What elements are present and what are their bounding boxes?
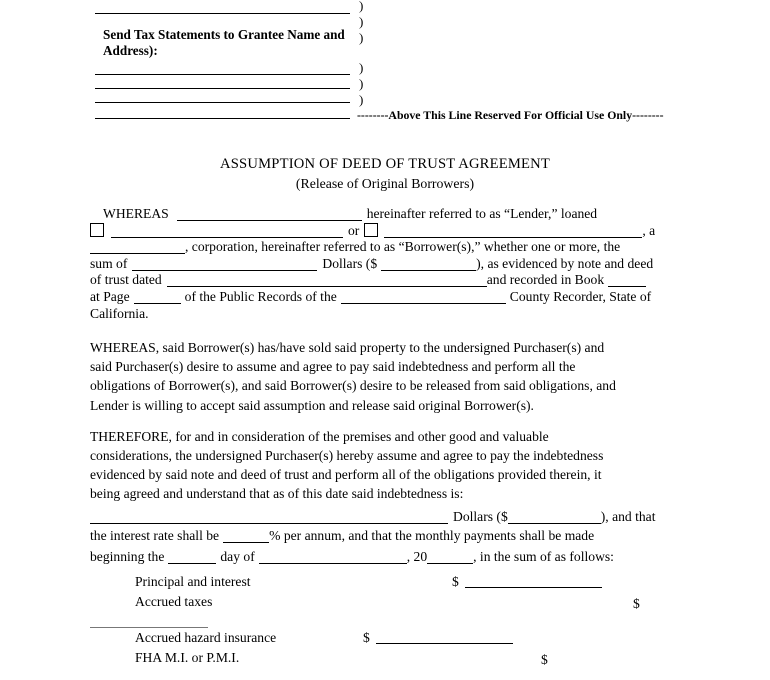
accrued-hazard-insurance-label: Accrued hazard insurance	[135, 630, 277, 645]
blank-interest-rate[interactable]	[223, 530, 269, 543]
sum-follows-text: , in the sum of as follows:	[473, 549, 614, 564]
blank-sum-words[interactable]	[132, 258, 317, 271]
paragraph3-line3: evidenced by said note and deed of trust and perform all of the obligations provided therein, it	[90, 467, 602, 482]
accrued-taxes-label: Accrued taxes	[135, 594, 213, 609]
public-records-text: of the Public Records of the	[184, 288, 337, 304]
document-title-block	[0, 156, 770, 192]
blank-sum-numeric[interactable]	[381, 258, 476, 271]
case-paren: )	[359, 76, 364, 91]
paragraph-whereas-sale	[90, 338, 690, 415]
paragraph2-line1: WHEREAS, said Borrower(s) has/have sold said property to the undersigned Purchaser(s) and	[90, 340, 605, 355]
case-paren: )	[359, 30, 364, 45]
send-tax-statements-label	[103, 27, 363, 59]
blank-lender-name[interactable]	[177, 208, 362, 221]
dollars-text: Dollars ($	[322, 255, 378, 271]
dollar-sign: $	[363, 630, 370, 645]
whereas-word: WHEREAS	[103, 206, 169, 221]
california-text: California.	[90, 305, 149, 321]
blank-book-number[interactable]	[608, 274, 646, 287]
send-tax-statements-line2: Address):	[103, 43, 158, 58]
blank-hazard-amount[interactable]	[376, 631, 513, 644]
borrower-checkbox-2[interactable]	[364, 223, 378, 237]
blank-grantee-address-2[interactable]	[95, 77, 350, 89]
blank-corporation-state[interactable]	[90, 241, 185, 254]
comma-a-text: , a	[642, 222, 656, 238]
case-paren: )	[359, 60, 364, 75]
blank-trust-date[interactable]	[167, 274, 487, 287]
blank-year[interactable]	[427, 551, 473, 564]
case-paren: )	[359, 0, 364, 13]
paragraph3-line1: THEREFORE, for and in consideration of the premises and other good and valuable	[90, 429, 549, 444]
dollar-sign: $	[541, 652, 548, 667]
send-tax-statements-line1: Send Tax Statements to Grantee Name and	[103, 27, 345, 42]
blank-day[interactable]	[168, 551, 216, 564]
interest-rate-text: the interest rate shall be	[90, 528, 220, 543]
or-text: or	[348, 222, 360, 238]
blank-page-number[interactable]	[134, 291, 181, 304]
beginning-the-text: beginning the	[90, 549, 165, 564]
trust-dated-text: of trust dated	[90, 272, 162, 288]
paragraph2-line3: obligations of Borrower(s), and said Borrower(s) desire to be released from said obligations, and	[90, 378, 616, 394]
paragraph-whereas-loan	[90, 206, 690, 322]
blank-borrower-name-2[interactable]	[384, 225, 642, 238]
case-paren: )	[359, 92, 364, 107]
blank-indebtedness-numeric[interactable]	[508, 511, 601, 524]
recorded-book-text: and recorded in Book	[486, 272, 605, 288]
blank-borrower-name-1[interactable]	[111, 225, 343, 238]
dollar-sign: $	[633, 596, 640, 611]
evidenced-clause-text: ), as evidenced by note and deed	[476, 255, 654, 271]
blank-grantee-address-4[interactable]	[95, 107, 350, 119]
paragraph3-line2: considerations, the undersigned Purchaser(s) hereby assume and agree to pay the indebtedness	[90, 448, 604, 463]
borrower-checkbox-1[interactable]	[90, 223, 104, 237]
blank-county-name[interactable]	[341, 291, 506, 304]
dollar-sign: $	[452, 574, 459, 589]
blank-grantee-name[interactable]	[95, 2, 350, 14]
at-page-text: at Page	[90, 288, 130, 304]
document-title: ASSUMPTION OF DEED OF TRUST AGREEMENT	[220, 156, 550, 172]
day-of-text: day of	[220, 549, 255, 564]
fha-pmi-label: FHA M.I. or P.M.I.	[135, 650, 240, 665]
paragraph2-line4: Lender is willing to accept said assumption and release said original Borrower(s).	[90, 397, 534, 413]
county-recorder-text: County Recorder, State of	[509, 288, 652, 304]
blank-grantee-address-1[interactable]	[95, 63, 350, 75]
case-paren: )	[359, 14, 364, 29]
blank-grantee-address-3[interactable]	[95, 91, 350, 103]
paragraph3-line4: being agreed and understand that as of this date said indebtedness is:	[90, 486, 464, 501]
blank-principal-amount[interactable]	[465, 575, 602, 588]
lender-clause-text: hereinafter referred to as “Lender,” loaned	[366, 206, 598, 221]
principal-interest-label: Principal and interest	[135, 574, 251, 589]
per-annum-text: % per annum, and that the monthly payments shall be made	[269, 528, 595, 543]
paragraph-therefore	[90, 427, 690, 566]
document-subtitle: (Release of Original Borrowers)	[295, 176, 475, 191]
blank-month[interactable]	[259, 551, 407, 564]
year-prefix-text: , 20	[406, 549, 428, 564]
corporation-clause-text: , corporation, hereinafter referred to as “Borrower(s),” whether one or more, the	[185, 239, 621, 255]
paragraph2-line2: said Purchaser(s) desire to assume and agree to pay said indebtedness and perform all the	[90, 359, 576, 375]
dollars-text-2: Dollars ($	[453, 509, 508, 524]
blank-taxes-amount[interactable]	[90, 616, 208, 628]
blank-indebtedness-words[interactable]	[90, 511, 448, 524]
official-use-only-label: --------Above This Line Reserved For Official Use Only--------	[357, 108, 664, 122]
sum-of-text: sum of	[90, 255, 128, 271]
and-that-text: ), and that	[600, 509, 656, 524]
